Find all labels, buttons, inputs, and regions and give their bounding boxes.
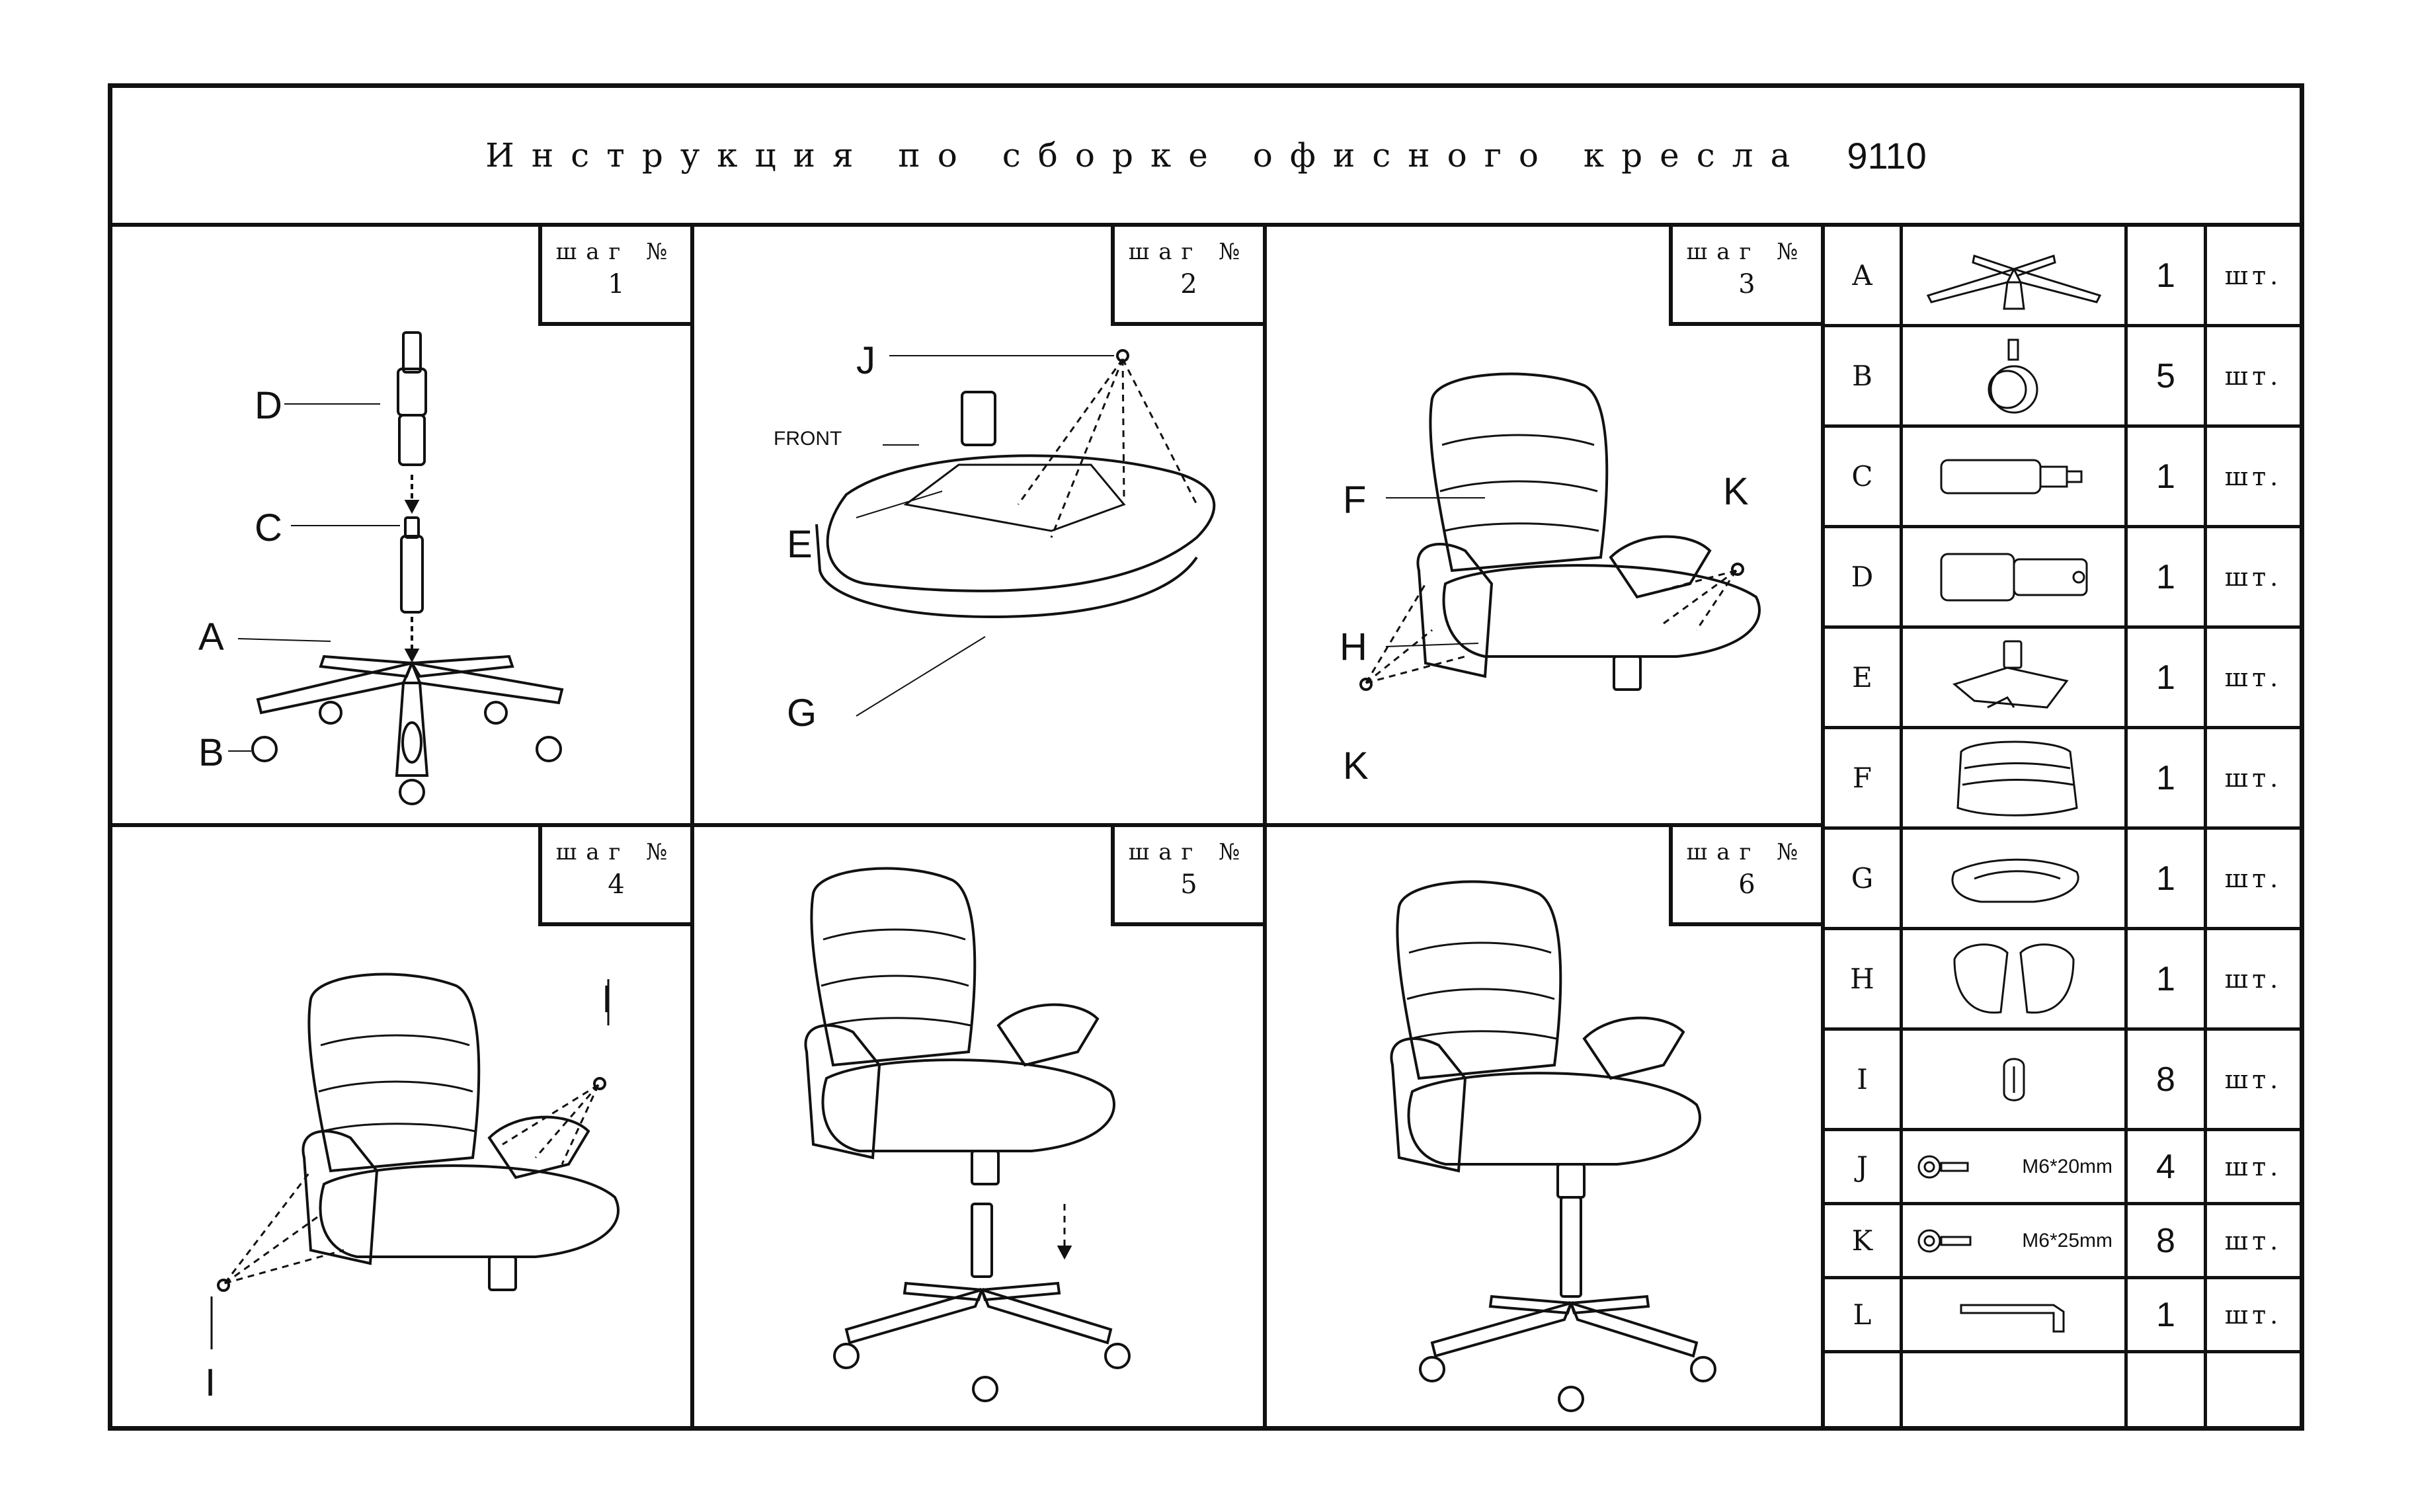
callout-b: B xyxy=(198,731,224,774)
backrest-icon xyxy=(1903,729,2128,826)
part-quantity: 5 xyxy=(2128,327,2207,424)
part-unit: шт. xyxy=(2224,1064,2282,1094)
part-letter: I xyxy=(1825,1031,1903,1128)
callout-e: E xyxy=(787,523,813,566)
bolt-icon xyxy=(1903,1131,2128,1202)
part-quantity: 1 xyxy=(2128,1279,2207,1350)
part-unit: шт. xyxy=(2224,562,2282,592)
step-5-drawing xyxy=(694,827,1263,1422)
model-number: 9110 xyxy=(1847,134,1927,177)
step-3-panel xyxy=(1267,227,1825,827)
callout-k-lower: K xyxy=(1343,744,1369,787)
part-unit: шт. xyxy=(2224,361,2282,391)
callout-f: F xyxy=(1343,479,1367,522)
step-2-panel xyxy=(694,227,1267,827)
table-row xyxy=(1825,1279,2300,1353)
part-letter: D xyxy=(1825,528,1903,625)
step-number: 1 xyxy=(608,269,625,299)
part-quantity: 1 xyxy=(2128,528,2207,625)
parts-table xyxy=(1825,227,2300,1426)
part-quantity xyxy=(2128,1353,2207,1426)
part-unit xyxy=(2207,1353,2300,1426)
part-unit: шт. xyxy=(2224,1300,2282,1330)
callout-h: H xyxy=(1340,625,1367,668)
part-unit: шт. xyxy=(2224,662,2282,692)
part-quantity: 1 xyxy=(2128,629,2207,726)
part-letter: J xyxy=(1825,1131,1903,1202)
seat-icon xyxy=(1903,830,2128,927)
armrests-icon xyxy=(1903,930,2128,1027)
cap-icon xyxy=(1903,1031,2128,1128)
sheet-title: Инструкция по сборке офисного кресла xyxy=(485,136,1808,175)
part-letter: A xyxy=(1825,227,1903,324)
step-word: шаг № xyxy=(1128,839,1250,865)
table-row xyxy=(1825,930,2300,1031)
step-6-drawing xyxy=(1267,827,1821,1422)
part-unit: шт. xyxy=(2224,863,2282,893)
part-quantity: 1 xyxy=(2128,729,2207,826)
part-quantity: 1 xyxy=(2128,830,2207,927)
step-5-panel xyxy=(694,827,1267,1426)
gas-lift-icon xyxy=(1903,428,2128,525)
table-row xyxy=(1825,1205,2300,1279)
callout-i-upper: I xyxy=(602,978,613,1021)
bolt-icon xyxy=(1903,1205,2128,1276)
part-unit: шт. xyxy=(2224,1152,2282,1181)
part-letter: L xyxy=(1825,1279,1903,1350)
table-row xyxy=(1825,327,2300,428)
table-row xyxy=(1825,629,2300,729)
step-2-drawing xyxy=(694,227,1263,823)
part-letter: F xyxy=(1825,729,1903,826)
table-row xyxy=(1825,830,2300,930)
front-label: FRONT xyxy=(774,428,842,450)
mechanism-icon xyxy=(1903,629,2128,726)
step-4-drawing xyxy=(112,827,690,1422)
table-row xyxy=(1825,1031,2300,1131)
part-unit: шт. xyxy=(2224,260,2282,290)
part-quantity: 1 xyxy=(2128,930,2207,1027)
callout-a: A xyxy=(198,616,224,658)
step-number: 6 xyxy=(1738,869,1755,900)
step-4-panel xyxy=(112,827,694,1426)
hex-key-icon xyxy=(1903,1279,2128,1350)
step-6-panel xyxy=(1267,827,1825,1426)
part-letter: E xyxy=(1825,629,1903,726)
caster-icon xyxy=(1903,327,2128,424)
table-row xyxy=(1825,428,2300,528)
table-row xyxy=(1825,227,2300,327)
part-quantity: 4 xyxy=(2128,1131,2207,1202)
step-number: 5 xyxy=(1180,869,1197,900)
part-unit: шт. xyxy=(2224,1226,2282,1255)
part-unit: шт. xyxy=(2224,763,2282,793)
part-letter: B xyxy=(1825,327,1903,424)
table-row xyxy=(1825,528,2300,629)
step-1-panel xyxy=(112,227,694,827)
part-quantity: 8 xyxy=(2128,1031,2207,1128)
table-row xyxy=(1825,1131,2300,1205)
step-number: 3 xyxy=(1738,269,1755,299)
part-letter: C xyxy=(1825,428,1903,525)
star-base-icon xyxy=(1903,227,2128,324)
part-unit: шт. xyxy=(2224,461,2282,491)
callout-i-lower: I xyxy=(205,1361,216,1404)
step-word: шаг № xyxy=(555,239,677,265)
gas-lift-cover-icon xyxy=(1903,528,2128,625)
part-quantity: 1 xyxy=(2128,227,2207,324)
step-word: шаг № xyxy=(1128,239,1250,265)
callout-j: J xyxy=(856,339,875,382)
sheet-header xyxy=(112,88,2300,227)
table-divider xyxy=(1821,227,1825,1426)
instruction-sheet xyxy=(108,83,2304,1431)
step-number: 4 xyxy=(608,869,625,900)
callout-c: C xyxy=(255,506,282,549)
part-quantity: 8 xyxy=(2128,1205,2207,1276)
part-letter: H xyxy=(1825,930,1903,1027)
part-quantity: 1 xyxy=(2128,428,2207,525)
empty-cell xyxy=(1903,1353,2128,1426)
callout-d: D xyxy=(255,384,282,427)
part-letter: G xyxy=(1825,830,1903,927)
callout-g: G xyxy=(787,692,817,735)
step-3-drawing xyxy=(1267,227,1821,823)
part-unit: шт. xyxy=(2224,964,2282,994)
step-number: 2 xyxy=(1180,269,1197,299)
table-row xyxy=(1825,1353,2300,1426)
part-letter xyxy=(1825,1353,1903,1426)
step-1-drawing xyxy=(112,227,690,823)
step-word: шаг № xyxy=(1686,239,1808,265)
bolt-size-label: M6*20mm xyxy=(2022,1155,2112,1177)
step-word: шаг № xyxy=(555,839,677,865)
part-letter: K xyxy=(1825,1205,1903,1276)
callout-k-upper: K xyxy=(1723,470,1749,513)
step-word: шаг № xyxy=(1686,839,1808,865)
bolt-size-label: M6*25mm xyxy=(2022,1229,2112,1252)
table-row xyxy=(1825,729,2300,830)
